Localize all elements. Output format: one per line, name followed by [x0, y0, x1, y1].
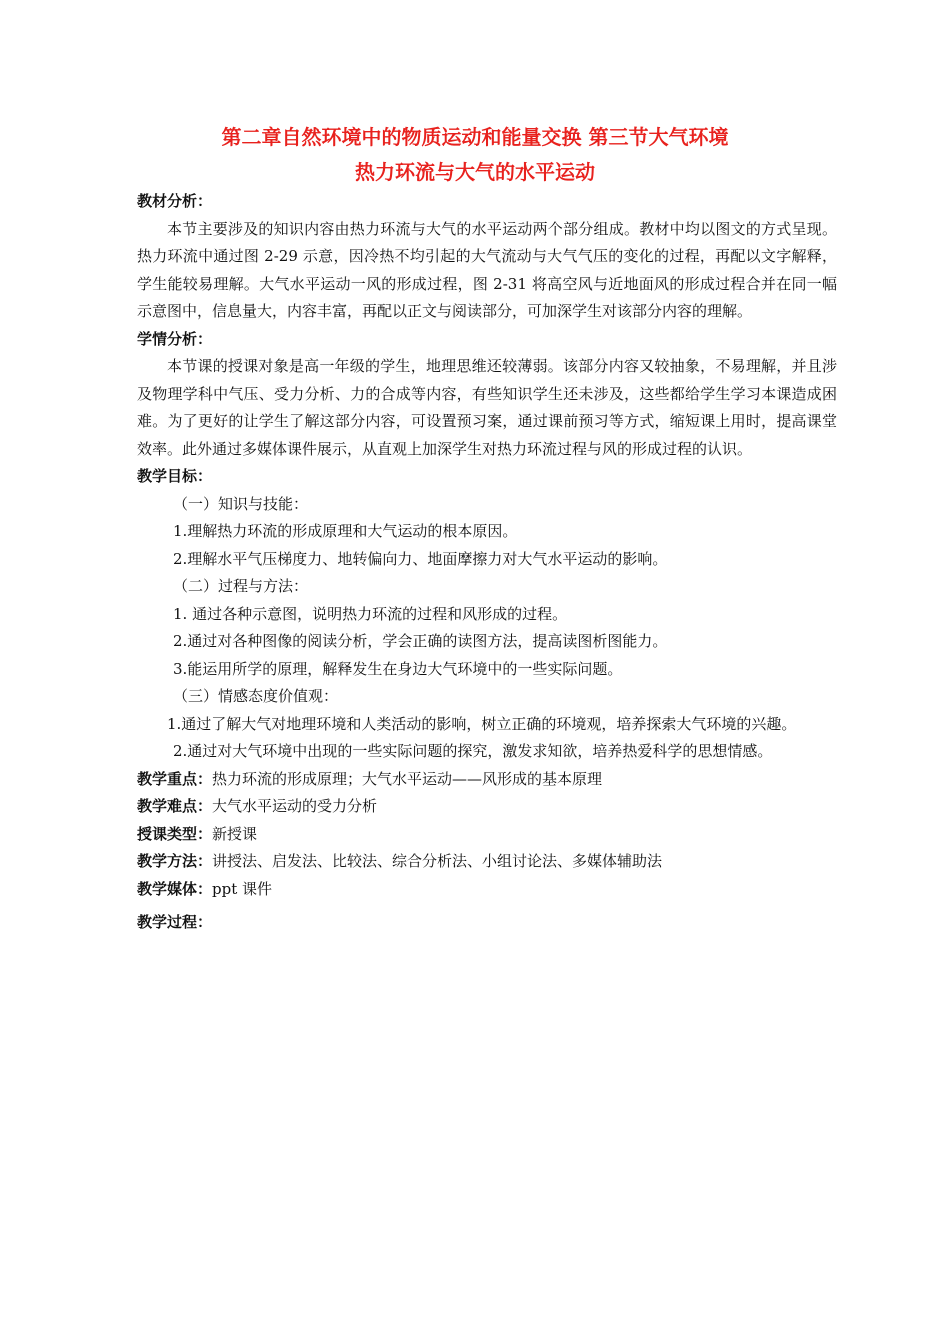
teaching-focus-value: 热力环流的形成原理；大气水平运动——风形成的基本原理	[212, 769, 603, 788]
goal-process-3: 3.能运用所学的原理，解释发生在身边大气环境中的一些实际问题。	[173, 659, 623, 678]
teaching-goals-heading: 教学目标：	[137, 467, 213, 485]
teaching-methods-label: 教学方法：	[137, 852, 213, 870]
goal-values-2: 2.通过对大气环境中出现的一些实际问题的探究，激发求知欲，培养热爱科学的思想情感。	[173, 742, 773, 760]
goal-group-knowledge-title: （一）知识与技能：	[173, 494, 309, 513]
teaching-media-value: ppt 课件	[212, 879, 273, 898]
goal-values-1: 1.通过了解大气对地理环境和人类活动的影响，树立正确的环境观，培养探索大气环境的兴趣。	[167, 714, 797, 733]
lesson-type-label: 授课类型：	[137, 824, 213, 843]
teaching-focus-row	[137, 766, 837, 794]
goal-group-process-title: （二）过程与方法：	[173, 577, 309, 595]
teaching-media-row	[137, 876, 837, 904]
teaching-process-heading: 教学过程：	[137, 913, 213, 931]
teaching-focus-label: 教学重点：	[137, 769, 213, 788]
student-analysis-heading: 学情分析：	[137, 329, 213, 348]
document-title-line2: 热力环流与大气的水平运动	[355, 160, 595, 184]
goal-knowledge-1: 1.理解热力环流的形成原理和大气运动的根本原因。	[173, 522, 518, 540]
textbook-analysis-text: 本节主要涉及的知识内容由热力环流与大气的水平运动两个部分组成。教材中均以图文的方式呈现。热力环流中通过图 2-29 示意，因冷热不均引起的大气流动与大气气压的变化的过程，再配以文字解释，学生能较易理解。大气水平运动一风的形成过程，图 2-31 将高空风与近地面风的形成过程合并在同一幅示意图中，信息量大，内容丰富，再配以正文与阅读部分，可加深学生对该部分内容的理解。	[137, 219, 837, 320]
teaching-difficulty-label: 教学难点：	[137, 797, 213, 815]
lesson-type-value: 新授课	[212, 824, 258, 843]
goal-process-2: 2.通过对各种图像的阅读分析，学会正确的读图方法，提高读图析图能力。	[173, 632, 668, 650]
goal-knowledge-2: 2.理解水平气压梯度力、地转偏向力、地面摩擦力对大气水平运动的影响。	[173, 549, 668, 568]
goal-group-values-title: （三）情感态度价值观：	[173, 687, 339, 705]
student-analysis-text: 本节课的授课对象是高一年级的学生，地理思维还较薄弱。该部分内容又较抽象，不易理解，并且涉及物理学科中气压、受力分析、力的合成等内容，有些知识学生还未涉及，这些都给学生学习本课造成困难。为了更好的让学生了解这部分内容，可设置预习案，通过课前预习等方式，缩短课上用时，提高课堂效率。此外通过多媒体课件展示，从直观上加深学生对热力环流过程与风的形成过程的认识。	[137, 357, 837, 458]
goal-process-1: 1. 通过各种示意图，说明热力环流的过程和风形成的过程。	[173, 604, 568, 623]
teaching-methods-value: 讲授法、启发法、比较法、综合分析法、小组讨论法、多媒体辅助法	[212, 852, 663, 870]
teaching-difficulty-row	[137, 793, 837, 821]
textbook-analysis-heading: 教材分析：	[137, 192, 213, 210]
document-body	[137, 188, 837, 937]
lesson-type-row	[137, 821, 837, 849]
teaching-difficulty-value: 大气水平运动的受力分析	[212, 797, 378, 815]
teaching-media-label: 教学媒体：	[137, 879, 213, 898]
document-title-line1: 第二章自然环境中的物质运动和能量交换 第三节大气环境	[221, 125, 729, 149]
teaching-methods-row	[137, 848, 837, 876]
